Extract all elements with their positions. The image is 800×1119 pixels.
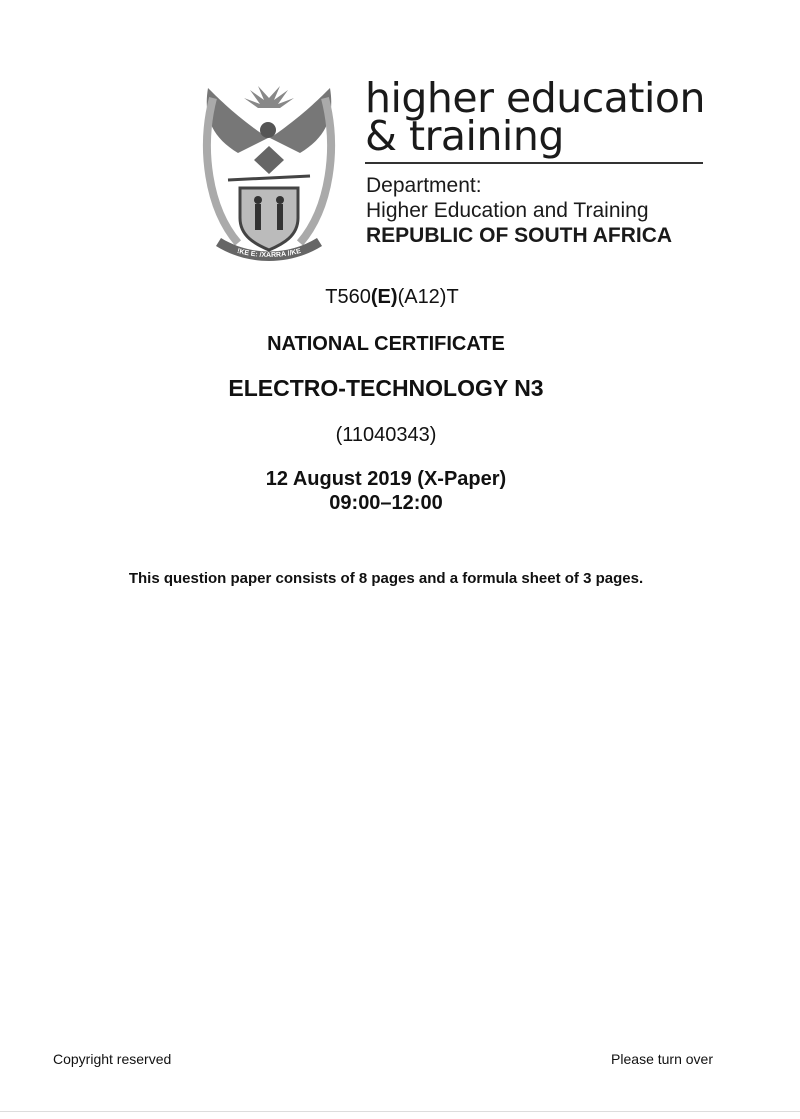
coat-of-arms-logo [198,78,340,264]
department-name: Higher Education and Training [366,199,649,222]
exam-time: 09:00–12:00 [329,492,443,514]
subject-code: (11040343) [335,424,437,446]
exam-date: 12 August 2019 (X-Paper) [265,468,507,490]
paper-code-prefix: T560 [325,286,371,308]
crest-motto-text: !KE E: /XARRA //KE [236,247,302,260]
country-name: REPUBLIC OF SOUTH AFRICA [366,224,673,247]
header-rule [365,162,703,164]
brand-title-line2: & training [365,112,564,160]
page-edge [0,1111,800,1112]
paper-code [6,286,778,309]
pages-note: This question paper consists of 8 pages and a formula sheet of 3 pages. [128,570,644,587]
department-label: Department: [366,174,482,197]
subject-title: ELECTRO-TECHNOLOGY N3 [228,375,544,401]
paper-code-suffix: (A12)T [397,286,459,308]
brand-title-line1: higher education [365,74,705,122]
copyright-footer: Copyright reserved [53,1051,172,1067]
certificate-title: NATIONAL CERTIFICATE [267,333,505,355]
paper-code-language: (E) [370,286,398,308]
turn-over-footer: Please turn over [611,1051,713,1067]
